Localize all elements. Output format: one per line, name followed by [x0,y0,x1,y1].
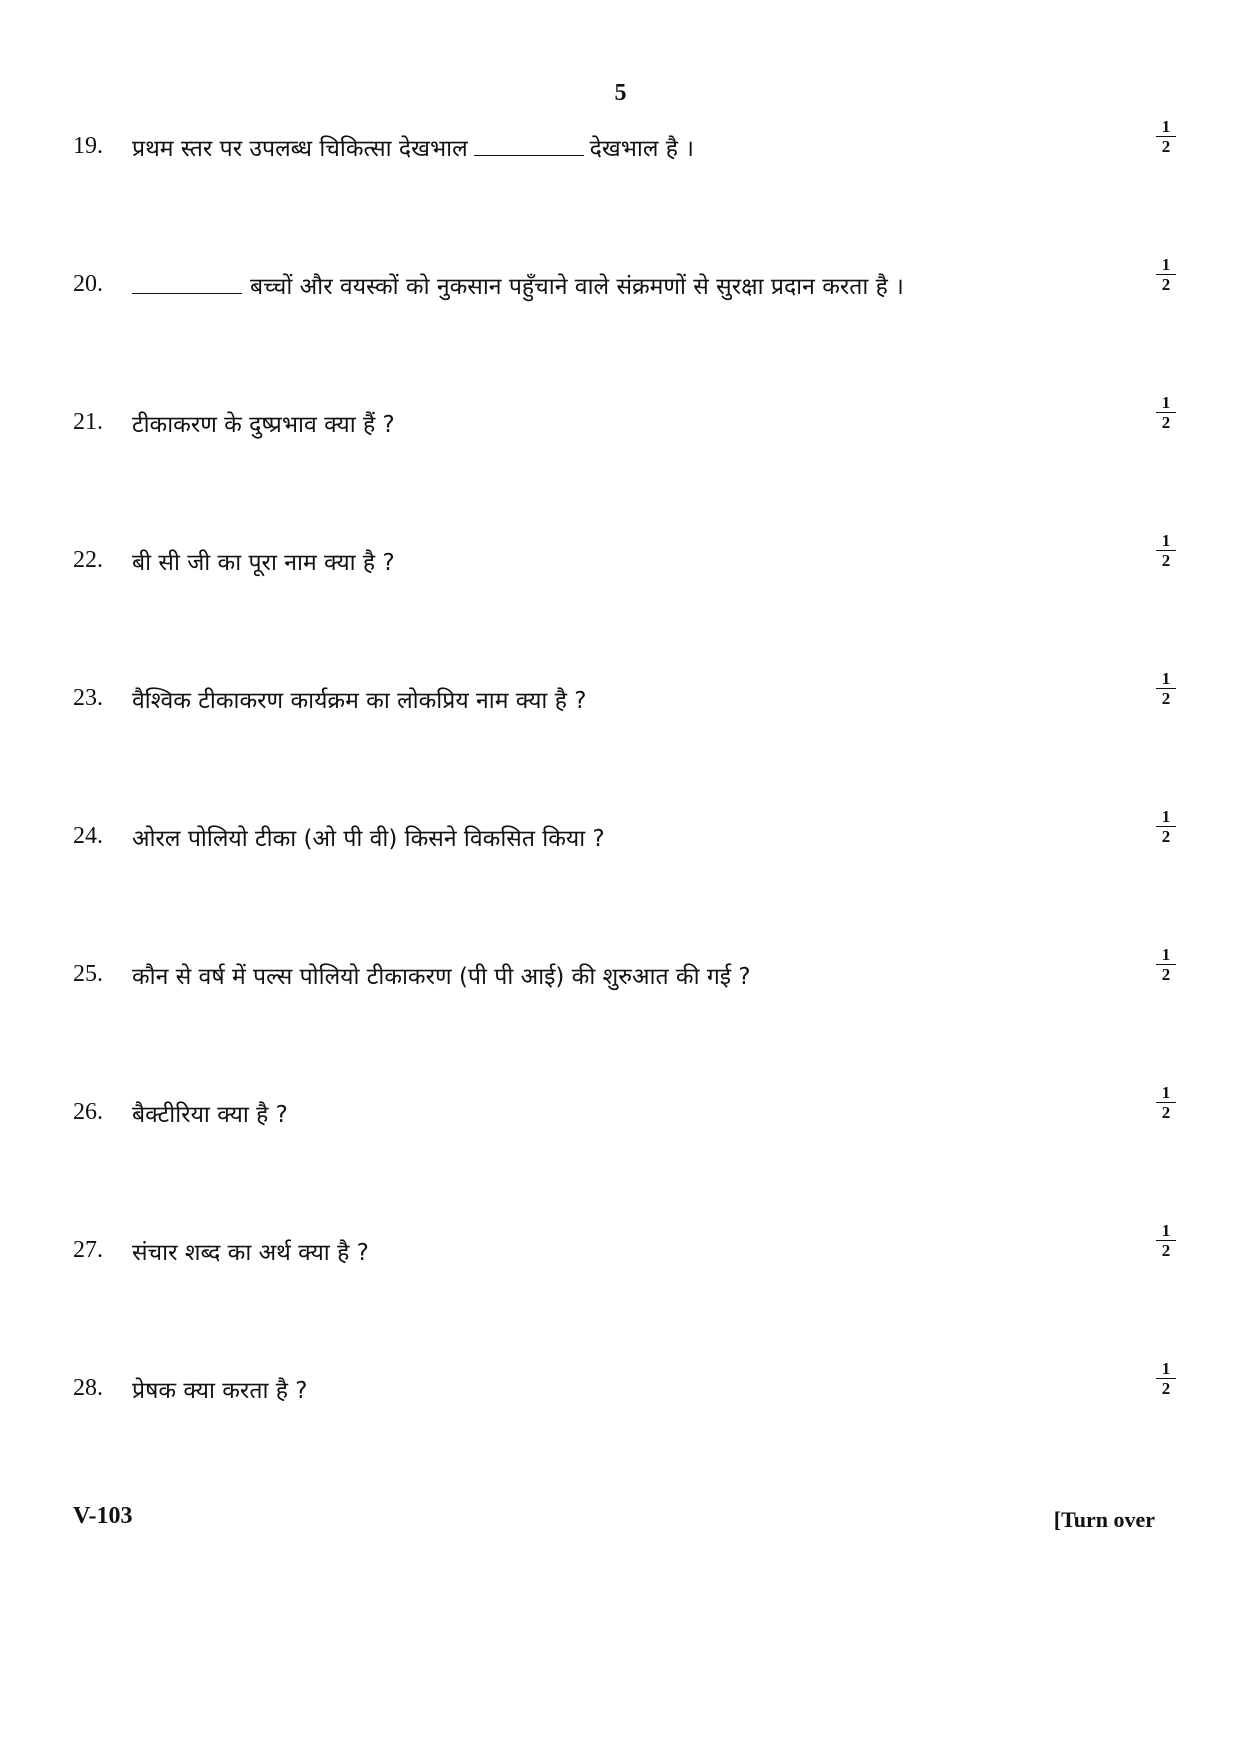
marks-denominator: 2 [1161,275,1171,294]
marks-numerator: 1 [1156,945,1176,965]
question-text-after-blank: देखभाल है । [589,136,694,162]
marks-fraction [1156,1221,1176,1260]
question-number: 25. [73,961,103,987]
question-number: 22. [73,547,103,573]
marks-fraction [1156,669,1176,708]
question-28 [0,1359,1241,1497]
marks-denominator: 2 [1161,1379,1171,1398]
marks-fraction [1156,945,1176,984]
question-24 [0,807,1241,945]
question-number: 27. [73,1237,103,1263]
question-number: 26. [73,1099,103,1125]
marks-denominator: 2 [1161,137,1171,156]
question-27 [0,1221,1241,1359]
marks-numerator: 1 [1156,531,1176,551]
marks-numerator: 1 [1156,1359,1176,1379]
question-19 [0,117,1241,255]
question-number: 19. [73,133,103,159]
marks-numerator: 1 [1156,393,1176,413]
question-text: कौन से वर्ष में पल्स पोलियो टीकाकरण (पी पी आई) की शुरुआत की गई ? [132,964,751,990]
question-text: ओरल पोलियो टीका (ओ पी वी) किसने विकसित किया ? [132,826,605,852]
marks-fraction [1156,255,1176,294]
marks-numerator: 1 [1156,255,1176,275]
question-list [0,117,1241,1497]
page-number: 5 [614,80,627,106]
question-number: 20. [73,271,103,297]
question-text: बी सी जी का पूरा नाम क्या है ? [132,550,395,576]
marks-denominator: 2 [1161,689,1171,708]
question-text [132,131,694,163]
question-text: प्रेषक क्या करता है ? [132,1378,308,1404]
question-21 [0,393,1241,531]
marks-fraction [1156,117,1176,156]
question-23 [0,669,1241,807]
question-20 [0,255,1241,393]
turn-over-note: [Turn over [1053,1507,1155,1532]
marks-fraction [1156,807,1176,846]
question-25 [0,945,1241,1083]
question-text: बैक्टीरिया क्या है ? [132,1102,288,1128]
marks-denominator: 2 [1161,827,1171,846]
question-number: 21. [73,409,103,435]
marks-fraction [1156,1359,1176,1398]
paper-code: V-103 [73,1503,133,1529]
question-number: 24. [73,823,103,849]
question-26 [0,1083,1241,1221]
question-text: वैश्विक टीकाकरण कार्यक्रम का लोकप्रिय नाम क्या है ? [132,688,587,714]
question-text-before-blank: प्रथम स्तर पर उपलब्ध चिकित्सा देखभाल [132,136,468,162]
marks-denominator: 2 [1161,551,1171,570]
question-number: 23. [73,685,103,711]
marks-denominator: 2 [1161,1103,1171,1122]
question-number: 28. [73,1375,103,1401]
marks-fraction [1156,393,1176,432]
marks-denominator: 2 [1161,965,1171,984]
marks-numerator: 1 [1156,669,1176,689]
marks-numerator: 1 [1156,117,1176,137]
question-22 [0,531,1241,669]
question-text: टीकाकरण के दुष्प्रभाव क्या हैं ? [132,412,395,438]
fill-in-blank [474,135,584,156]
fill-in-blank [132,273,242,294]
question-text [132,269,904,301]
question-text-after-blank: बच्चों और वयस्कों को नुकसान पहुँचाने वाले संक्रमणों से सुरक्षा प्रदान करता है । [250,274,904,300]
question-text: संचार शब्द का अर्थ क्या है ? [132,1240,369,1266]
marks-numerator: 1 [1156,807,1176,827]
marks-fraction [1156,531,1176,570]
marks-denominator: 2 [1161,413,1171,432]
marks-denominator: 2 [1161,1241,1171,1260]
marks-fraction [1156,1083,1176,1122]
marks-numerator: 1 [1156,1221,1176,1241]
marks-numerator: 1 [1156,1083,1176,1103]
